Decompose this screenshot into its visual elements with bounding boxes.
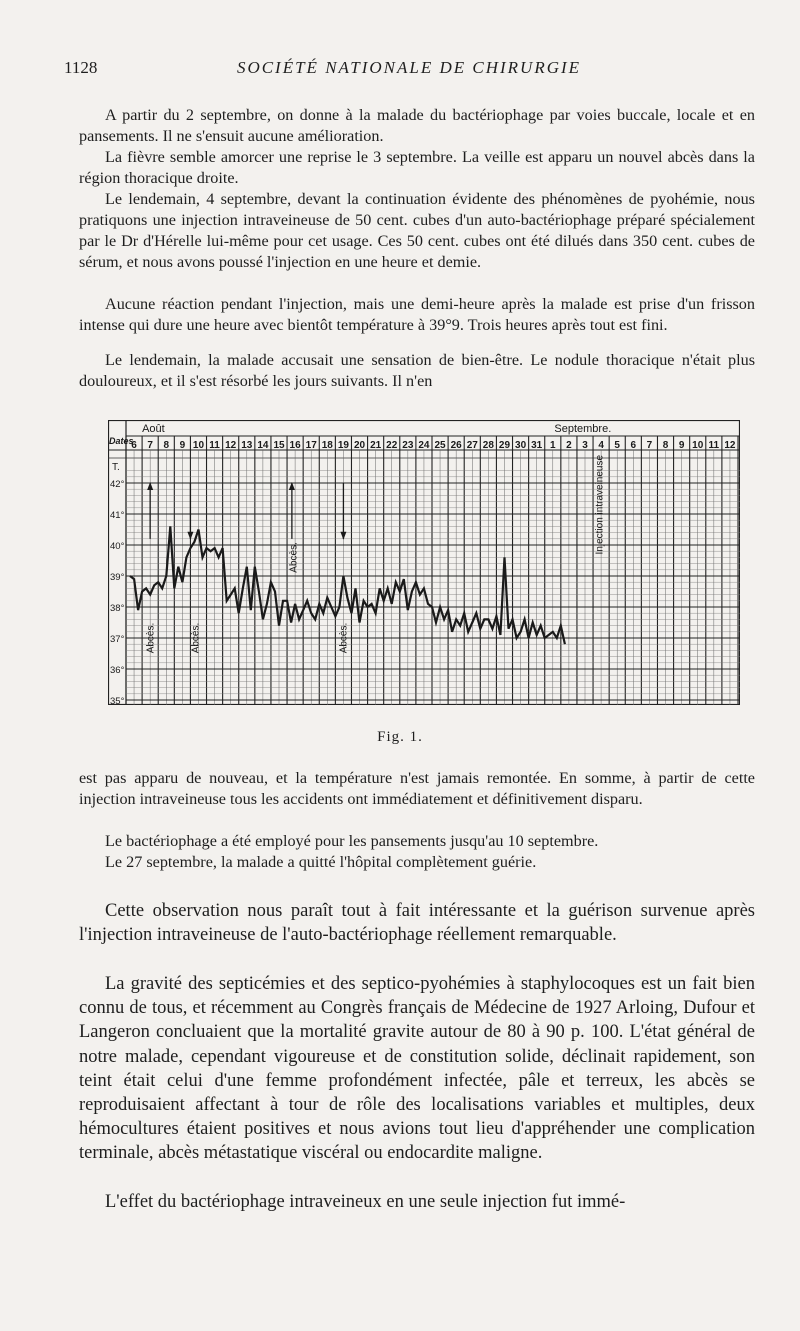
temperature-chart xyxy=(108,420,740,705)
page-header xyxy=(64,58,754,82)
date-label: 10 xyxy=(192,440,205,451)
paragraph: A partir du 2 septembre, on donne à la malade du bactériophage par voies buccale, locale et en pansements. Il ne s'ensuit aucune amélioration. xyxy=(79,106,755,145)
date-label: 5 xyxy=(614,440,620,451)
date-label: 22 xyxy=(386,440,398,451)
date-label: 20 xyxy=(353,440,366,451)
y-tick-label: 38° xyxy=(110,603,125,614)
paragraph: Le bactériophage a été employé pour les pansements jusqu'au 10 septembre. xyxy=(105,832,599,850)
y-tick-label: 35° xyxy=(110,696,125,705)
date-label: 16 xyxy=(289,440,301,451)
date-label: 25 xyxy=(434,440,446,451)
paragraph: Aucune réaction pendant l'injection, mais une demi-heure après la malade est prise d'un frisson intense qui dure une heure avec bientôt température à 39°9. Trois heures après tout est fini. xyxy=(79,295,755,334)
figure-caption: Fig. 1. xyxy=(377,729,423,745)
date-label: 7 xyxy=(646,440,653,451)
page-number: 1128 xyxy=(64,58,98,77)
paragraph: L'effet du bactériophage intraveineux en une seule injection fut immé- xyxy=(105,1192,626,1212)
date-label: 29 xyxy=(498,440,511,451)
date-label: 6 xyxy=(630,440,637,451)
date-label: 10 xyxy=(692,440,704,451)
date-label: 11 xyxy=(708,440,720,451)
date-label: 1 xyxy=(550,440,556,451)
temperature-chart-svg xyxy=(108,420,740,705)
abces-annotation: Abcès. xyxy=(338,622,350,654)
arrow-down-icon xyxy=(187,532,193,540)
date-label: 14 xyxy=(257,440,269,451)
arrow-down-icon xyxy=(340,532,346,540)
y-tick-label: 39° xyxy=(110,572,125,583)
date-label: 31 xyxy=(531,440,543,451)
month-label: Août xyxy=(142,423,165,435)
date-label: 30 xyxy=(515,440,527,451)
paragraph: Le 27 septembre, la malade a quitté l'hôpital complètement guérie. xyxy=(105,853,537,871)
date-label: 21 xyxy=(370,440,382,451)
date-label: 11 xyxy=(209,440,220,451)
date-label: 28 xyxy=(482,440,494,451)
date-label: 26 xyxy=(450,440,462,451)
date-label: 17 xyxy=(305,440,317,451)
date-label: 27 xyxy=(466,440,478,451)
paragraph: La fièvre semble amorcer une reprise le 3 septembre. La veille est apparu un nouvel abcès dans la région thoracique droite. xyxy=(79,148,755,187)
paragraph: Cette observation nous paraît tout à fait intéressante et la guérison survenue après l'injection intraveineuse de l'auto-bactériophage réellement remarquable. xyxy=(79,901,755,946)
injection-annotation: Injection intraveineuse xyxy=(594,454,606,555)
date-label: 15 xyxy=(273,440,285,451)
abces-annotation: Abcès. xyxy=(145,622,157,654)
date-label: 4 xyxy=(598,440,604,451)
abces-annotation: Abcès. xyxy=(288,542,300,573)
date-label: 8 xyxy=(662,440,669,451)
y-tick-label: 42° xyxy=(110,479,125,490)
y-tick-label: 36° xyxy=(110,665,125,676)
running-title: SOCIÉTÉ NATIONALE DE CHIRURGIE xyxy=(236,58,582,77)
y-tick-label: 40° xyxy=(110,541,125,552)
y-tick-label: 41° xyxy=(110,510,125,521)
date-label: 18 xyxy=(321,440,333,451)
date-label: 12 xyxy=(225,440,237,451)
date-label: 24 xyxy=(418,440,430,451)
date-label: 9 xyxy=(179,440,186,451)
date-label: 13 xyxy=(241,440,253,451)
temp-axis-label: T. xyxy=(112,462,120,473)
date-label: 9 xyxy=(678,440,685,451)
date-label: 7 xyxy=(147,440,153,451)
paragraph: est pas apparu de nouveau, et la température n'est jamais remontée. En somme, à partir de cette injection intraveineuse tous les accidents ont immédiatement et définitivement disparu. xyxy=(79,769,755,808)
date-label: 6 xyxy=(131,440,137,451)
date-label: 2 xyxy=(566,440,572,451)
dates-label: Dates xyxy=(109,436,134,446)
date-label: 23 xyxy=(402,440,414,451)
date-label: 3 xyxy=(582,440,588,451)
paragraph: La gravité des septicémies et des septico-pyohémies à staphylocoques est un fait bien connu de tous, et récemment au Congrès français de Médecine de 1927 Arloing, Dufour et Langeron concluaient que la mortalité gravite autour de 80 à 90 p. 100. L'état général de notre malade, cependant vigoureuse et de constitution solide, déclinait rapidement, son teint était celui d'une femme profondément infectée, pâle et terreux, les abcès se reproduisaient affectant à tour de rôle des localisations variables et multiples, deux hémocultures étaient positives et nous avions tout lieu d'appréhender une complication terminale, abcès métastatique viscéral ou endocardite maligne. xyxy=(79,974,755,1164)
month-label: Septembre. xyxy=(554,423,612,435)
date-label: 12 xyxy=(724,440,736,451)
date-label: 19 xyxy=(337,440,349,451)
paragraph: Le lendemain, 4 septembre, devant la continuation évidente des phénomènes de pyohémie, nous pratiquons une injection intraveineuse de 50 cent. cubes d'un auto-bactériophage préparé spécialement par le Dr d'Hérelle lui-même pour cet usage. Ces 50 cent. cubes ont été dilués dans 350 cent. cubes de sérum, et nous avons poussé l'injection en une heure et demie. xyxy=(79,190,755,271)
abces-annotation: Abcès. xyxy=(190,622,202,654)
paragraph: Le lendemain, la malade accusait une sensation de bien-être. Le nodule thoracique n'était plus douloureux, et il s'est résorbé les jours suivants. Il n'en xyxy=(79,351,755,390)
date-label: 8 xyxy=(163,440,170,451)
y-tick-label: 37° xyxy=(110,634,125,645)
